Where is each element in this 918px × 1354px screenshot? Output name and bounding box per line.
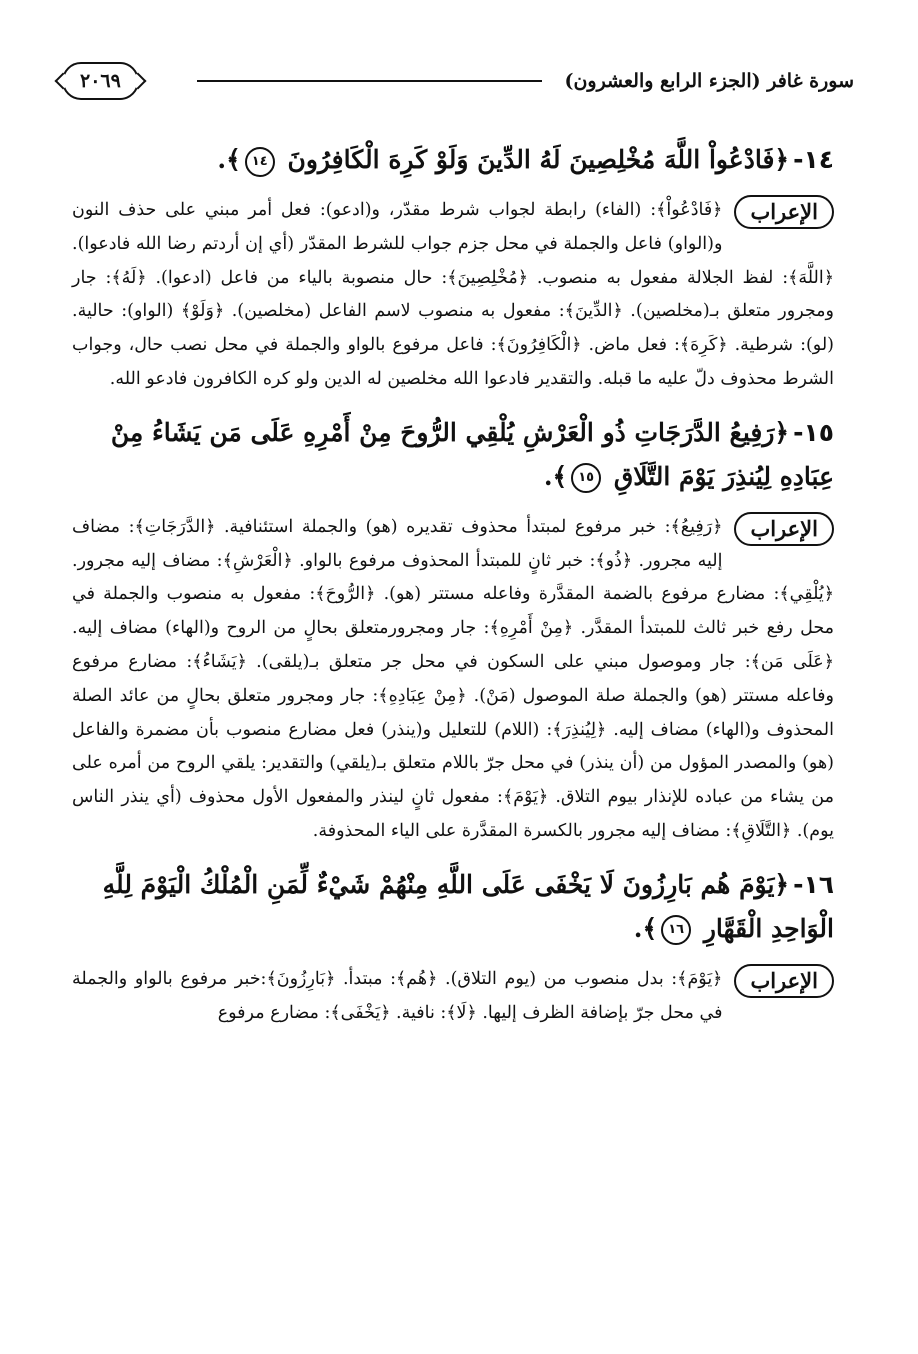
- irab-15: [72, 511, 834, 849]
- verse-close: ﴾.: [543, 461, 568, 491]
- page-header: [62, 56, 854, 106]
- verse-close: ﴾.: [217, 145, 241, 174]
- ayah-end-marker: ١٤: [245, 147, 275, 177]
- verse-number: ١٥-: [793, 417, 834, 447]
- irab-text: ﴿فَادْعُواْ﴾: (الفاء) رابطة لجواب شرط مقدّر، و(ادعو): فعل أمر مبني على حذف النون و(الواو) فاعل والجملة في محل جزم جواب للشرط المقدّر (أي إن أردتم رضا الله فادعوا). ﴿اللَّهَ﴾: لفظ الجلالة مفعول به منصوب. ﴿مُخْلِصِينَ﴾: حال منصوبة بالياء من فاعل (ادعوا). ﴿لَهُ﴾: جار ومجرور متعلق بـ(مخلصين). ﴿الدِّينَ﴾: مفعول به منصوب لاسم الفاعل (مخلصين). ﴿وَلَوْ﴾ (الواو): حالية. (لو): شرطية. ﴿كَرِهَ﴾: فعل ماض. ﴿الْكَافِرُونَ﴾: فاعل مرفوع بالواو والجملة في محل نصب حال، وجواب الشرط محذوف دلّ عليه ما قبله. والتقدير فادعوا الله مخلصين له الدين ولو كره الكافرون فادعو الله.: [72, 200, 834, 389]
- verse-text: ﴿فَادْعُواْ اللَّهَ مُخْلِصِينَ لَهُ الدِّينَ وَلَوْ كَرِهَ الْكَافِرُونَ: [287, 145, 790, 174]
- irab-label: الإعراب: [734, 512, 834, 546]
- verse-text: ﴿رَفِيعُ الدَّرَجَاتِ ذُو الْعَرْشِ يُلْقِي الرُّوحَ مِنْ أَمْرِهِ عَلَى مَن يَشَاءُ مِنْ عِبَادِهِ لِيُنذِرَ يَوْمَ التَّلَاقِ: [110, 417, 834, 491]
- irab-label: الإعراب: [734, 964, 834, 998]
- ayah-end-marker: ١٥: [571, 463, 601, 493]
- ayah-end-marker: ١٦: [661, 915, 691, 945]
- verse-close: ﴾.: [633, 913, 658, 943]
- header-rule: [197, 80, 543, 82]
- verse-number: ١٤-: [793, 145, 834, 174]
- verse-16: [72, 863, 834, 951]
- page-number: ٢٠٦٩: [62, 62, 139, 100]
- irab-label: الإعراب: [734, 195, 834, 229]
- irab-text: ﴿يَوْمَ﴾: بدل منصوب من (يوم التلاق). ﴿هُم﴾: مبتدأ. ﴿بَارِزُونَ﴾:خبر مرفوع بالواو والجملة في محل جرّ بإضافة الظرف إليها. ﴿لَا﴾: نافية. ﴿يَخْفَى﴾: مضارع مرفوع: [72, 968, 723, 1023]
- verse-14: [72, 138, 834, 182]
- irab-text: ﴿رَفِيعُ﴾: خبر مرفوع لمبتدأ محذوف تقديره (هو) والجملة استئنافية. ﴿الدَّرَجَاتِ﴾: مضاف إليه مجرور. ﴿ذُو﴾: خبر ثانٍ للمبتدأ المحذوف مرفوع بالواو. ﴿الْعَرْشِ﴾: مضاف إليه مجرور. ﴿يُلْقِي﴾: مضارع مرفوع بالضمة المقدَّرة وفاعله مستتر (هو). ﴿الرُّوحَ﴾: مفعول به منصوب والجملة في محل رفع خبر ثالث للمبتدأ المقدَّر. ﴿مِنْ أَمْرِهِ﴾: جار ومجرورمتعلق بحالٍ من الروح و(الهاء) مضاف إليه. ﴿عَلَى مَن﴾: جار وموصول مبني على السكون في محل جر متعلق بـ(يلقى). ﴿يَشَاءُ﴾: مضارع مرفوع وفاعله مستتر (هو) والجملة صلة الموصول (مَنْ). ﴿مِنْ عِبَادِهِ﴾: جار ومجرور متعلق بحالٍ من عائد الصلة المحذوف و(الهاء) مضاف إليه. ﴿لِيُنذِرَ﴾: (اللام) للتعليل و(ينذر) فعل مضارع منصوب بأن مضمرة والفاعل (هو) والمصدر المؤول من (أن ينذر) في محل جرّ باللام متعلق بـ(يلقي) والتقدير: يلقي الروح من أمره على من يشاء من عباده للإنذار بيوم التلاق. ﴿يَوْمَ﴾: مفعول ثانٍ لينذر والمفعول الأول محذوف (أي ينذر الناس يوم). ﴿التَّلَاقِ﴾: مضاف إليه مجرور بالكسرة المقدَّرة على الياء المحذوفة.: [72, 516, 834, 841]
- irab-14: [72, 194, 834, 397]
- irab-16: [72, 963, 834, 1031]
- surah-title: سورة غافر (الجزء الرابع والعشرون): [564, 70, 854, 92]
- verse-text: ﴿يَوْمَ هُم بَارِزُونَ لَا يَخْفَى عَلَى اللَّهِ مِنْهُمْ شَيْءٌ لِّمَنِ الْمُلْكُ الْيَوْمَ لِلَّهِ الْوَاحِدِ الْقَهَّارِ: [102, 869, 834, 943]
- verse-number: ١٦-: [793, 869, 834, 899]
- page-content: [72, 138, 834, 1044]
- verse-15: [72, 411, 834, 499]
